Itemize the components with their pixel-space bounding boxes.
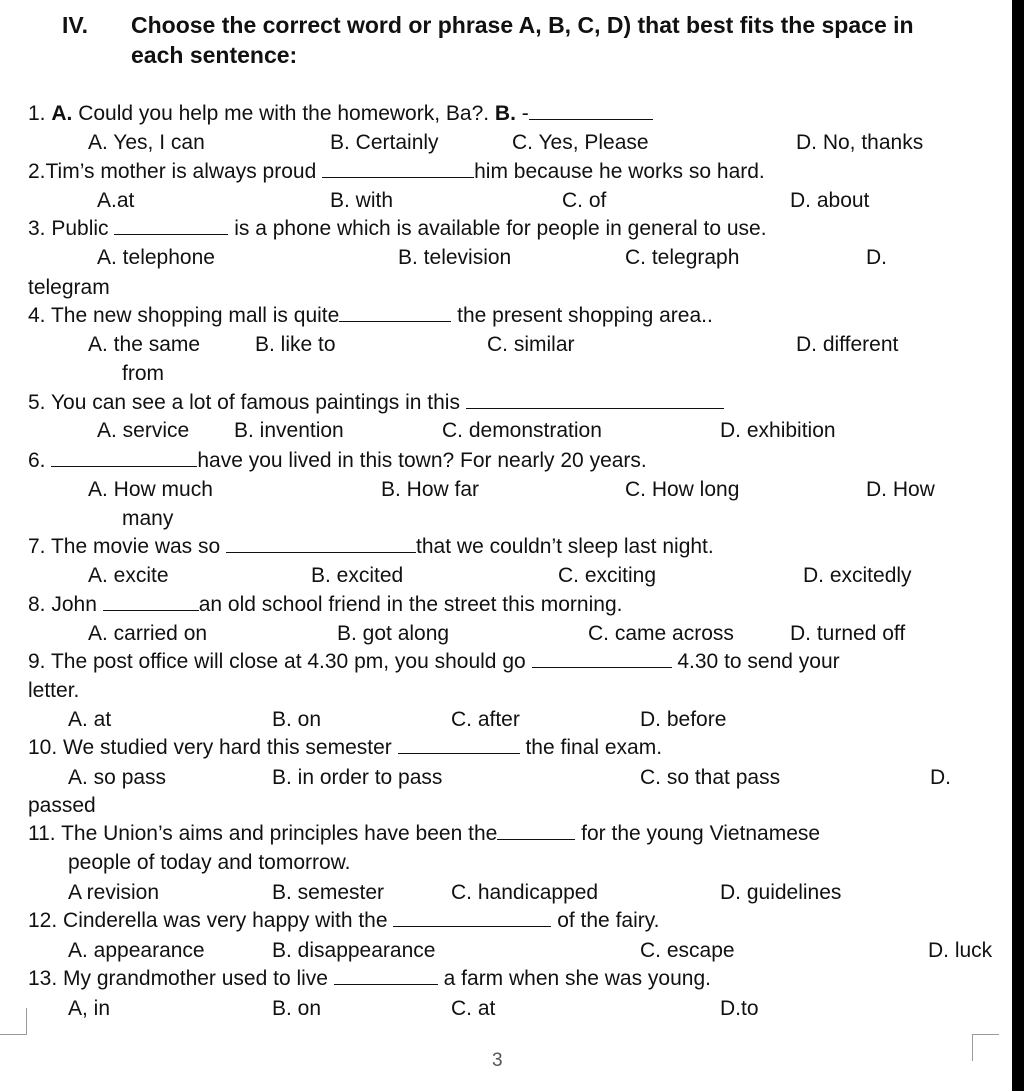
q10-option-c: C. so that pass	[640, 766, 781, 789]
q3-option-b: B. television	[398, 246, 512, 269]
question-9-stem-continued: letter.	[28, 679, 80, 702]
answer-blank	[398, 735, 520, 754]
question-7-stem: 7. The movie was so that we couldn’t sleep last night.	[28, 535, 714, 558]
answer-blank	[226, 534, 416, 553]
q8-option-a: A. carried on	[88, 622, 208, 645]
q6-option-c: C. How long	[625, 478, 740, 501]
q11-option-c: C. handicapped	[451, 881, 599, 904]
q11-option-b: B. semester	[272, 881, 385, 904]
answer-blank	[334, 966, 438, 985]
answer-blank	[466, 390, 724, 409]
question-1-stem: 1. A. Could you help me with the homework, Ba?. B. -	[28, 101, 653, 127]
q7-option-c: C. exciting	[558, 564, 657, 587]
q6-option-wrap: many	[122, 507, 174, 530]
q2-option-b: B. with	[330, 189, 394, 212]
q12-option-c: C. escape	[640, 939, 735, 962]
answer-blank	[532, 649, 672, 668]
q5-option-c: C. demonstration	[442, 419, 602, 442]
q8-option-c: C. came across	[588, 622, 734, 645]
q12-option-d: D. luck	[928, 939, 993, 962]
q5-option-a: A. service	[97, 419, 190, 442]
answer-blank	[114, 216, 228, 235]
question-4-stem: 4. The new shopping mall is quite the present shopping area..	[28, 304, 713, 327]
q6-option-d: D. How	[866, 478, 935, 501]
question-5-stem: 5. You can see a lot of famous paintings in this	[28, 390, 724, 416]
question-12-stem: 12. Cinderella was very happy with the of the fairy.	[28, 909, 660, 932]
q7-option-d: D. excitedly	[803, 564, 912, 587]
q10-option-b: B. in order to pass	[272, 766, 443, 789]
answer-blank	[497, 821, 575, 840]
q11-option-d: D. guidelines	[720, 881, 842, 904]
section-number: IV.	[62, 12, 89, 38]
q4-option-b: B. like to	[255, 333, 336, 356]
q11-option-a: A revision	[68, 881, 160, 904]
q3-option-c: C. telegraph	[625, 246, 740, 269]
q1-option-d: D. No, thanks	[796, 131, 924, 154]
q4-option-a: A. the same	[88, 333, 201, 356]
q13-option-d: D.to	[720, 997, 759, 1020]
page-number: 3	[492, 1050, 503, 1071]
q3-option-d: D.	[866, 246, 887, 269]
q1-option-a: A. Yes, I can	[88, 131, 205, 154]
answer-blank	[103, 592, 199, 611]
q1-option-c: C. Yes, Please	[512, 131, 649, 154]
q4-option-wrap: from	[122, 362, 164, 385]
q2-option-c: C. of	[562, 189, 607, 212]
q4-option-d: D. different	[796, 333, 899, 356]
question-13-stem: 13. My grandmother used to live a farm when she was young.	[28, 967, 711, 990]
question-6-stem: 6. have you lived in this town? For nearly 20 years.	[28, 449, 647, 472]
q2-option-a: A.at	[97, 189, 135, 212]
q8-option-b: B. got along	[337, 622, 450, 645]
answer-blank	[393, 908, 551, 927]
question-2-stem: 2.Tim’s mother is always proud him because he works so hard.	[28, 160, 765, 183]
q6-option-a: A. How much	[88, 478, 213, 501]
q5-option-b: B. invention	[234, 419, 344, 442]
question-3-stem: 3. Public is a phone which is available for people in general to use.	[28, 217, 767, 240]
q6-option-b: B. How far	[381, 478, 480, 501]
q3-option-a: A. telephone	[97, 246, 215, 269]
q9-option-c: C. after	[451, 708, 520, 731]
q4-option-c: C. similar	[487, 333, 575, 356]
q9-option-a: A. at	[68, 708, 112, 731]
q10-option-wrap: passed	[28, 794, 96, 817]
answer-blank	[51, 448, 197, 467]
instruction-line-2: each sentence:	[131, 42, 298, 68]
q12-option-a: A. appearance	[68, 939, 205, 962]
q9-option-b: B. on	[272, 708, 322, 731]
question-8-stem: 8. John an old school friend in the street this morning.	[28, 593, 623, 616]
margin-corner-mark-left	[0, 1008, 27, 1035]
question-10-stem: 10. We studied very hard this semester the final exam.	[28, 736, 663, 759]
question-9-stem: 9. The post office will close at 4.30 pm, you should go 4.30 to send your	[28, 650, 840, 673]
answer-blank	[339, 303, 451, 322]
question-11-stem: 11. The Union’s aims and principles have been the for the young Vietnamese	[28, 822, 821, 845]
q9-option-d: D. before	[640, 708, 727, 731]
q5-option-d: D. exhibition	[720, 419, 836, 442]
margin-corner-mark-right	[972, 1034, 999, 1061]
q7-option-a: A. excite	[88, 564, 169, 587]
q1-option-b: B. Certainly	[330, 131, 439, 154]
instruction-line-1: Choose the correct word or phrase A, B, C, D) that best fits the space in	[131, 12, 914, 38]
q8-option-d: D. turned off	[790, 622, 906, 645]
q13-option-a: A, in	[68, 997, 111, 1020]
q2-option-d: D. about	[790, 189, 870, 212]
page-edge-rule	[1012, 0, 1024, 1091]
answer-blank	[322, 159, 474, 178]
q13-option-c: C. at	[451, 997, 496, 1020]
q7-option-b: B. excited	[311, 564, 404, 587]
q10-option-a: A. so pass	[68, 766, 167, 789]
question-11-stem-continued: people of today and tomorrow.	[68, 851, 351, 874]
q3-option-wrap: telegram	[28, 276, 110, 299]
q10-option-d: D.	[930, 766, 951, 789]
q12-option-b: B. disappearance	[272, 939, 436, 962]
answer-blank	[529, 101, 653, 120]
q13-option-b: B. on	[272, 997, 322, 1020]
